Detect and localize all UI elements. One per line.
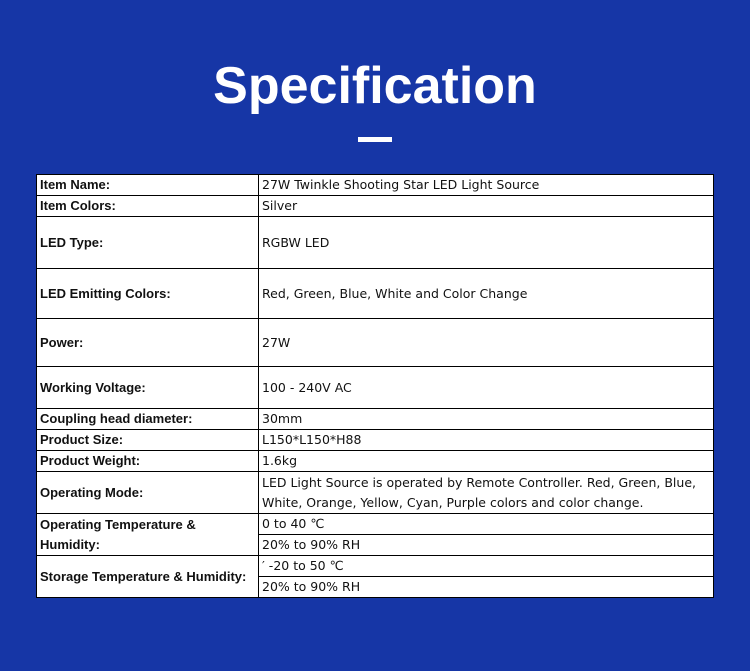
spec-value: 1.6kg	[259, 451, 714, 472]
spec-value: ′ -20 to 50 ℃	[259, 556, 714, 577]
table-row	[37, 430, 714, 451]
title-underline	[358, 137, 392, 142]
table-row	[37, 319, 714, 367]
spec-value: L150*L150*H88	[259, 430, 714, 451]
spec-value: RGBW LED	[259, 217, 714, 269]
table-row	[37, 472, 714, 514]
spec-value: 0 to 40 ℃	[259, 514, 714, 535]
spec-value: Silver	[259, 196, 714, 217]
table-row	[37, 556, 714, 577]
table-row	[37, 196, 714, 217]
spec-label: LED Emitting Colors:	[37, 269, 259, 319]
page-title: Specification	[213, 57, 537, 115]
spec-value: LED Light Source is operated by Remote Controller. Red, Green, Blue, White, Orange, Yellow, Cyan, Purple colors and color change.	[259, 472, 714, 514]
spec-label: Item Name:	[37, 175, 259, 196]
spec-value: Red, Green, Blue, White and Color Change	[259, 269, 714, 319]
table-row	[37, 514, 714, 535]
spec-label: Operating Mode:	[37, 472, 259, 514]
spec-value: 30mm	[259, 409, 714, 430]
spec-label: Product Weight:	[37, 451, 259, 472]
spec-label: Power:	[37, 319, 259, 367]
spec-label: Coupling head diameter:	[37, 409, 259, 430]
spec-value: 27W Twinkle Shooting Star LED Light Source	[259, 175, 714, 196]
specification-table	[36, 174, 714, 598]
table-row	[37, 269, 714, 319]
spec-label: Item Colors:	[37, 196, 259, 217]
spec-label: LED Type:	[37, 217, 259, 269]
spec-label: Product Size:	[37, 430, 259, 451]
spec-value: 100 - 240V AC	[259, 367, 714, 409]
table-row	[37, 217, 714, 269]
table-row	[37, 367, 714, 409]
spec-label: Storage Temperature & Humidity:	[37, 556, 259, 598]
spec-label: Working Voltage:	[37, 367, 259, 409]
spec-label: Operating Temperature & Humidity:	[37, 514, 259, 556]
table-row	[37, 175, 714, 196]
table-row	[37, 451, 714, 472]
spec-value: 20% to 90% RH	[259, 535, 714, 556]
spec-value: 27W	[259, 319, 714, 367]
table-row	[37, 409, 714, 430]
spec-value: 20% to 90% RH	[259, 577, 714, 598]
